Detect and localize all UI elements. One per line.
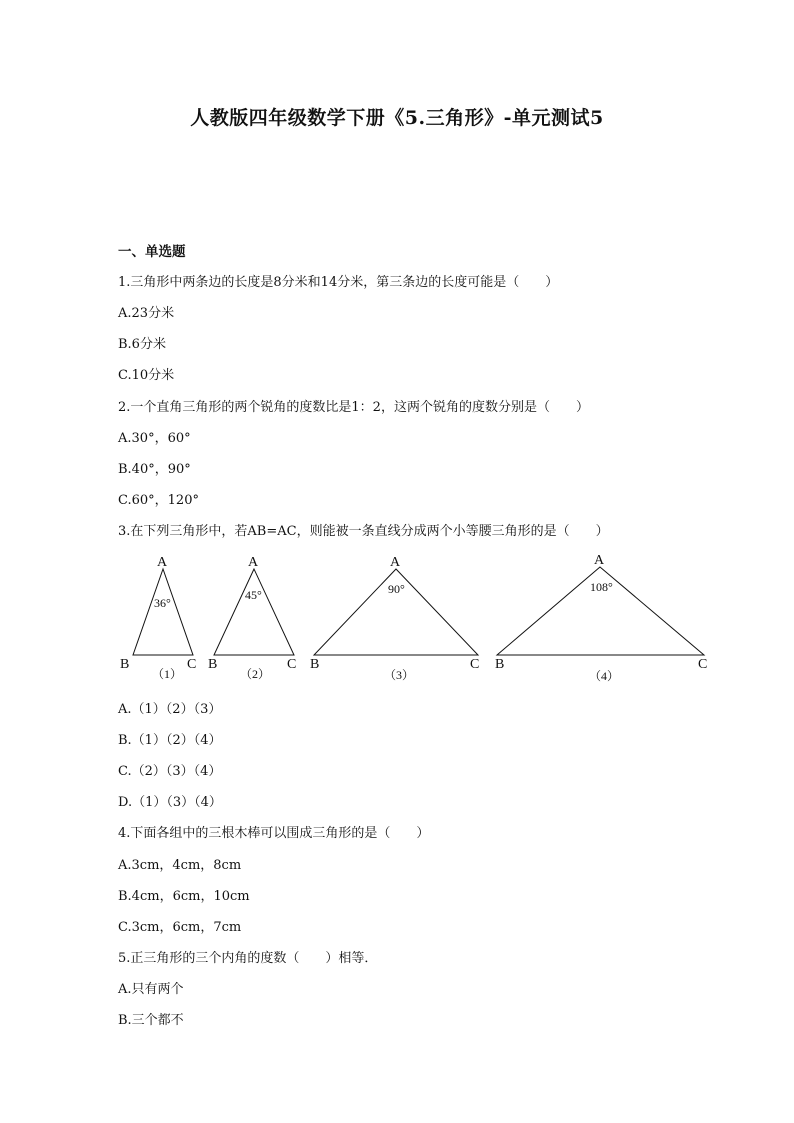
triangle-3-caption: （3） <box>384 668 415 682</box>
triangle-1-vertex-b: B <box>120 657 130 672</box>
triangle-1-vertex-c: C <box>187 657 197 672</box>
triangle-1-caption: （1） <box>152 667 183 681</box>
triangle-3-vertex-a: A <box>390 555 401 570</box>
triangle-3-angle: 90° <box>388 582 405 596</box>
triangle-1-angle: 36° <box>154 596 171 610</box>
question-4-option-b: B.4cm，6cm，10cm <box>118 889 250 904</box>
triangle-4 <box>495 553 707 683</box>
question-2-stem: 2.一个直角三角形的两个锐角的度数比是1：2，这两个锐角的度数分别是（ ） <box>118 400 589 415</box>
triangle-4-caption: （4） <box>589 669 620 683</box>
question-2-option-c: C.60°，120° <box>118 493 199 508</box>
triangle-4-vertex-c: C <box>698 657 708 672</box>
triangle-2-vertex-a: A <box>248 555 259 570</box>
question-1-option-a: A.23分米 <box>118 306 175 321</box>
triangle-3 <box>310 555 479 682</box>
triangle-3-vertex-b: B <box>310 657 320 672</box>
triangle-2-caption: （2） <box>240 667 271 681</box>
page-title: 人教版四年级数学下册《5.三角形》-单元测试5 <box>190 107 604 129</box>
question-3-option-d: D.（1）（3）（4） <box>118 795 222 810</box>
question-5-option-b: B.三个都不 <box>118 1013 184 1028</box>
triangle-4-angle: 108° <box>590 580 613 594</box>
triangle-1-vertex-a: A <box>157 555 168 570</box>
triangle-2-angle: 45° <box>245 588 262 602</box>
question-1-stem: 1.三角形中两条边的长度是8分米和14分米，第三条边的长度可能是（ ） <box>118 275 559 290</box>
triangle-3-vertex-c: C <box>470 657 480 672</box>
triangle-1 <box>120 555 196 681</box>
question-4-stem: 4.下面各组中的三根木棒可以围成三角形的是（ ） <box>118 826 430 841</box>
question-2-option-b: B.40°，90° <box>118 462 191 477</box>
question-5-option-a: A.只有两个 <box>118 982 184 997</box>
triangle-2 <box>208 555 296 681</box>
question-2-option-a: A.30°，60° <box>118 431 191 446</box>
triangle-figure <box>0 545 794 690</box>
triangle-4-vertex-a: A <box>594 553 605 568</box>
question-3-option-c: C.（2）（3）（4） <box>118 764 222 779</box>
question-3-stem: 3.在下列三角形中，若AB=AC，则能被一条直线分成两个小等腰三角形的是（ ） <box>118 524 609 539</box>
question-1-option-c: C.10分米 <box>118 368 175 383</box>
question-4-option-a: A.3cm，4cm，8cm <box>118 858 242 873</box>
section-heading: 一、单选题 <box>118 244 186 260</box>
question-4-option-c: C.3cm，6cm，7cm <box>118 920 242 935</box>
question-1-option-b: B.6分米 <box>118 337 166 352</box>
triangle-2-vertex-c: C <box>287 657 297 672</box>
triangle-2-vertex-b: B <box>208 657 218 672</box>
triangle-4-vertex-b: B <box>495 657 505 672</box>
question-3-option-a: A.（1）（2）（3） <box>118 702 222 717</box>
question-5-stem: 5.正三角形的三个内角的度数（ ）相等． <box>118 951 378 966</box>
question-3-option-b: B.（1）（2）（4） <box>118 733 222 748</box>
